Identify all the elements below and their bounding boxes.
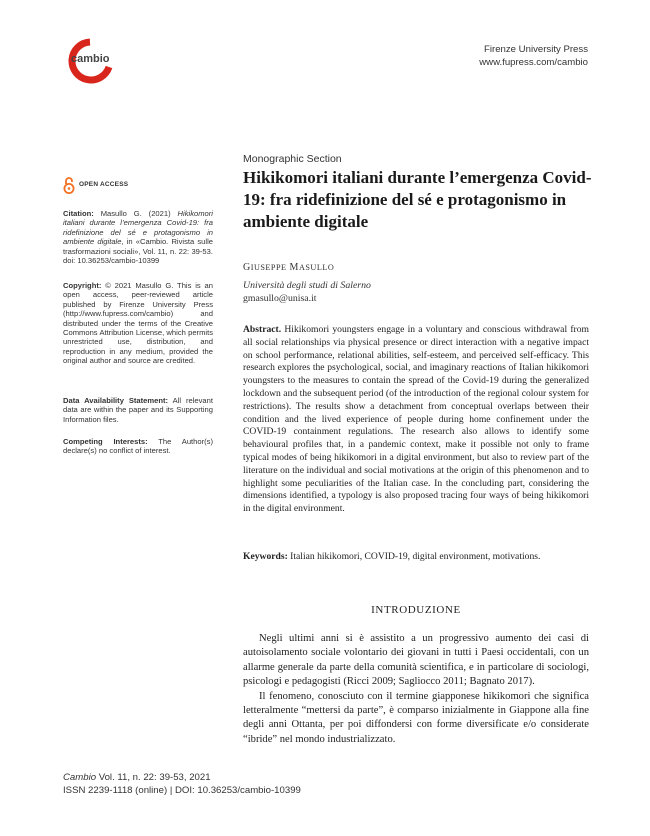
- body-text: [243, 632, 589, 747]
- data-availability-label: Data Availability Statement:: [63, 396, 169, 405]
- paragraph: Il fenomeno, conosciuto con il termine giapponese hikikomori che significa letteralmente “mettersi da parte”, è comparso inizialmente in Giappone alla fine degli anni Ottanta, per poi diffondersi con forme diversificate e/o considerate “ibride” nel mondo industrializzato.: [243, 690, 589, 745]
- footer: [63, 772, 301, 798]
- open-access-badge: [63, 176, 213, 194]
- publisher-url[interactable]: www.fupress.com/cambio: [479, 57, 588, 68]
- open-access-label: OPEN ACCESS: [79, 181, 129, 188]
- section-heading-introduzione: INTRODUZIONE: [371, 604, 461, 616]
- competing-interests-block: [63, 437, 213, 456]
- abstract-text: Hikikomori youngsters engage in a voluntary and conscious withdrawal from all social relationships via physical presence or direct interaction with a negative impact on school performance, relational abilities, self-esteem, and perceived self-efficacy. This research explores the psychological, social, and imaginary reactions of Italian hikikomori youngsters to the measures to contain the spread of the Covid-19 during the generalized lockdown and the subsequent period (of the introduction of the regional colour system for restrictions). The results show a detachment from conceptual overlaps between their condition and the lived experience of people during home confinement under the COVID-19 containment regulations. The research also allows to identify some behavioural profiles that, in a pandemic context, make it possible not only to frame typical modes of being hikikomori in a digital environment, but also to review part of the literature on the individual and social motivations at the origin of this phenomenon and to highlight some peculiarities of the Italian case. In the concluding part, considering the dimensions identified, a typology is also proposed tracing four ways of being hikikomori in the digital environment.: [243, 324, 589, 515]
- author-affiliation: Università degli studi di Salerno: [243, 280, 371, 291]
- keywords-label: Keywords:: [243, 551, 288, 562]
- copyright-text: © 2021 Masullo G. This is an open access, peer-reviewed article published by Firenze University Press (http://www.fupress.com/cambio) and distributed under the terms of the Creative Commons Attribution License, which permits unrestricted use, distribution, and reproduction in any medium, provided the original author and source are credited.: [63, 281, 213, 366]
- citation-label: Citation:: [63, 209, 94, 218]
- keywords: [243, 551, 589, 562]
- publisher-info: [479, 43, 588, 69]
- citation-block: [63, 209, 213, 265]
- publisher-name: Firenze University Press: [484, 44, 588, 55]
- citation-text-2: , in «Cambio. Rivista sulle trasformazioni sociali», Vol. 11, n. 22: 39-53. doi: 10.36253/cambio-10399: [63, 237, 213, 266]
- logo-text: cambio: [71, 53, 110, 65]
- footer-issn-doi: ISSN 2239-1118 (online) | DOI: 10.36253/cambio-10399: [63, 784, 301, 796]
- data-availability-block: [63, 396, 213, 424]
- copyright-label: Copyright:: [63, 281, 102, 290]
- open-access-lock-icon: [63, 176, 75, 194]
- copyright-block: [63, 281, 213, 366]
- footer-journal-name: Cambio: [63, 772, 97, 783]
- citation-text-1: Masullo G. (2021): [100, 209, 178, 218]
- footer-volume: Vol. 11, n. 22: 39-53, 2021: [96, 772, 211, 783]
- abstract: [243, 324, 589, 516]
- section-label: Monographic Section: [243, 153, 342, 165]
- paragraph: Negli ultimi anni si è assistito a un progressivo aumento dei casi di autoisolamento sociale volontario dei giovani in tutti i Paesi occidentali, con un allarme generale da parte della comunità scientifica, e in particolare di sociologi, psicologi e pedagogisti (Ricci 2009; Sagliocco 2011; Bagnato 2017).: [243, 633, 589, 688]
- article-title: Hikikomori italiani durante l’emergenza Covid-19: fra ridefinizione del sé e protagonismo in ambiente digitale: [243, 168, 592, 231]
- author-first-name: GIUSEPPE: [243, 262, 287, 273]
- data-availability-text: All relevant data are within the paper and its Supporting Information files.: [63, 396, 213, 424]
- footer-journal-line: [63, 772, 301, 785]
- competing-interests-text: The Author(s) declare(s) no conflict of interest.: [63, 437, 213, 456]
- author-email[interactable]: gmasullo@unisa.it: [243, 293, 317, 304]
- author-last-name: MASULLO: [289, 262, 335, 273]
- citation-title: Hikikomori italiani durante l’emergenza Covid-19: fra ridefinizione del sé e protagonismo in ambiente digitale: [63, 209, 213, 247]
- abstract-label: Abstract.: [243, 324, 282, 335]
- keywords-text: Italian hikikomori, COVID-19, digital environment, motivations.: [290, 551, 541, 562]
- competing-interests-label: Competing Interests:: [63, 437, 148, 446]
- author-name: [243, 262, 334, 273]
